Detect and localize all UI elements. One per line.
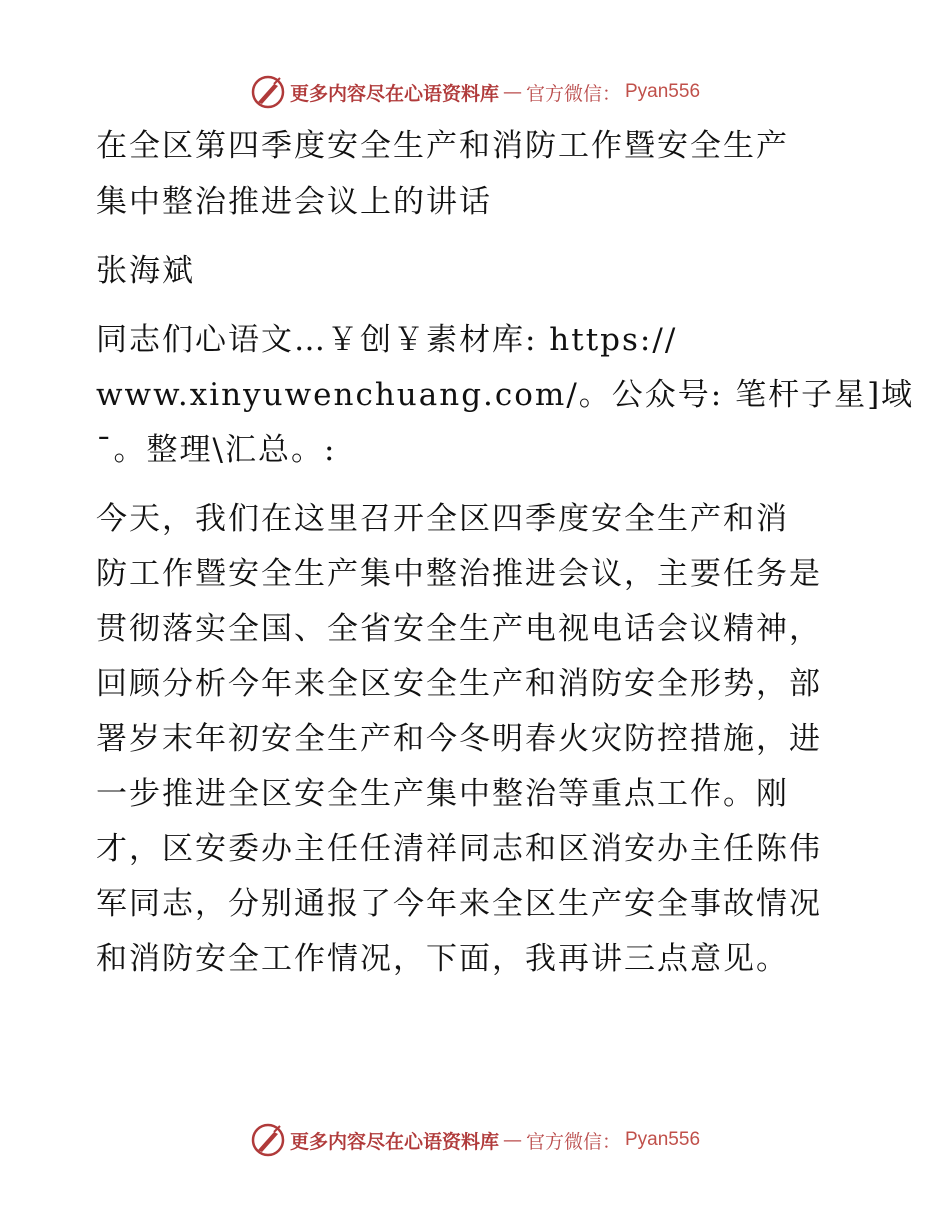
- paragraph-line: 才，区安委办主任任清祥同志和区消安办主任陈伟: [96, 831, 822, 867]
- paragraph-line: 一步推进全区安全生产集中整治等重点工作。刚: [96, 776, 789, 812]
- watermark-text: 更多内容尽在心语资料库: [289, 1130, 499, 1153]
- paragraph-line: 防工作暨安全生产集中整治推进会议，主要任务是: [96, 556, 822, 592]
- watermark-wechat-label: 官方微信：: [525, 1130, 621, 1153]
- watermark-wechat-id: Pyan556: [625, 81, 701, 102]
- source-line: ¯。整理\汇总。:: [96, 432, 337, 468]
- paragraph-line: 署岁末年初安全生产和今冬明春火灾防控措施，进: [96, 721, 822, 757]
- document-body: [96, 118, 915, 987]
- paragraph-line: 和消防安全工作情况，下面，我再讲三点意见。: [96, 941, 789, 977]
- source-line: 同志们心语文…￥创￥素材库: https://: [96, 322, 678, 358]
- paragraph-line: 今天，我们在这里召开全区四季度安全生产和消: [96, 501, 789, 537]
- watermark-text: 更多内容尽在心语资料库: [289, 82, 499, 105]
- header-watermark: [0, 72, 950, 112]
- author-name: 张海斌: [96, 253, 195, 289]
- title-line: 集中整治推进会议上的讲话: [96, 184, 492, 220]
- quill-logo-icon: [250, 1122, 286, 1158]
- paragraph-line: 回顾分析今年来全区安全生产和消防安全形势，部: [96, 666, 822, 702]
- paragraph-line: 贯彻落实全国、全省安全生产电视电话会议精神，: [96, 611, 822, 647]
- quill-logo-icon: [250, 74, 286, 110]
- watermark-wechat-id: Pyan556: [625, 1129, 701, 1150]
- watermark-wechat-label: 官方微信：: [525, 82, 621, 105]
- title-line: 在全区第四季度安全生产和消防工作暨安全生产: [96, 128, 789, 164]
- watermark-separator: —: [502, 81, 522, 103]
- source-line: www.xinyuwenchuang.com/。公众号: 笔杆子星]域: [96, 377, 915, 413]
- watermark-separator: —: [502, 1129, 522, 1151]
- footer-watermark: [0, 1120, 950, 1160]
- paragraph-line: 军同志，分别通报了今年来全区生产安全事故情况: [96, 886, 822, 922]
